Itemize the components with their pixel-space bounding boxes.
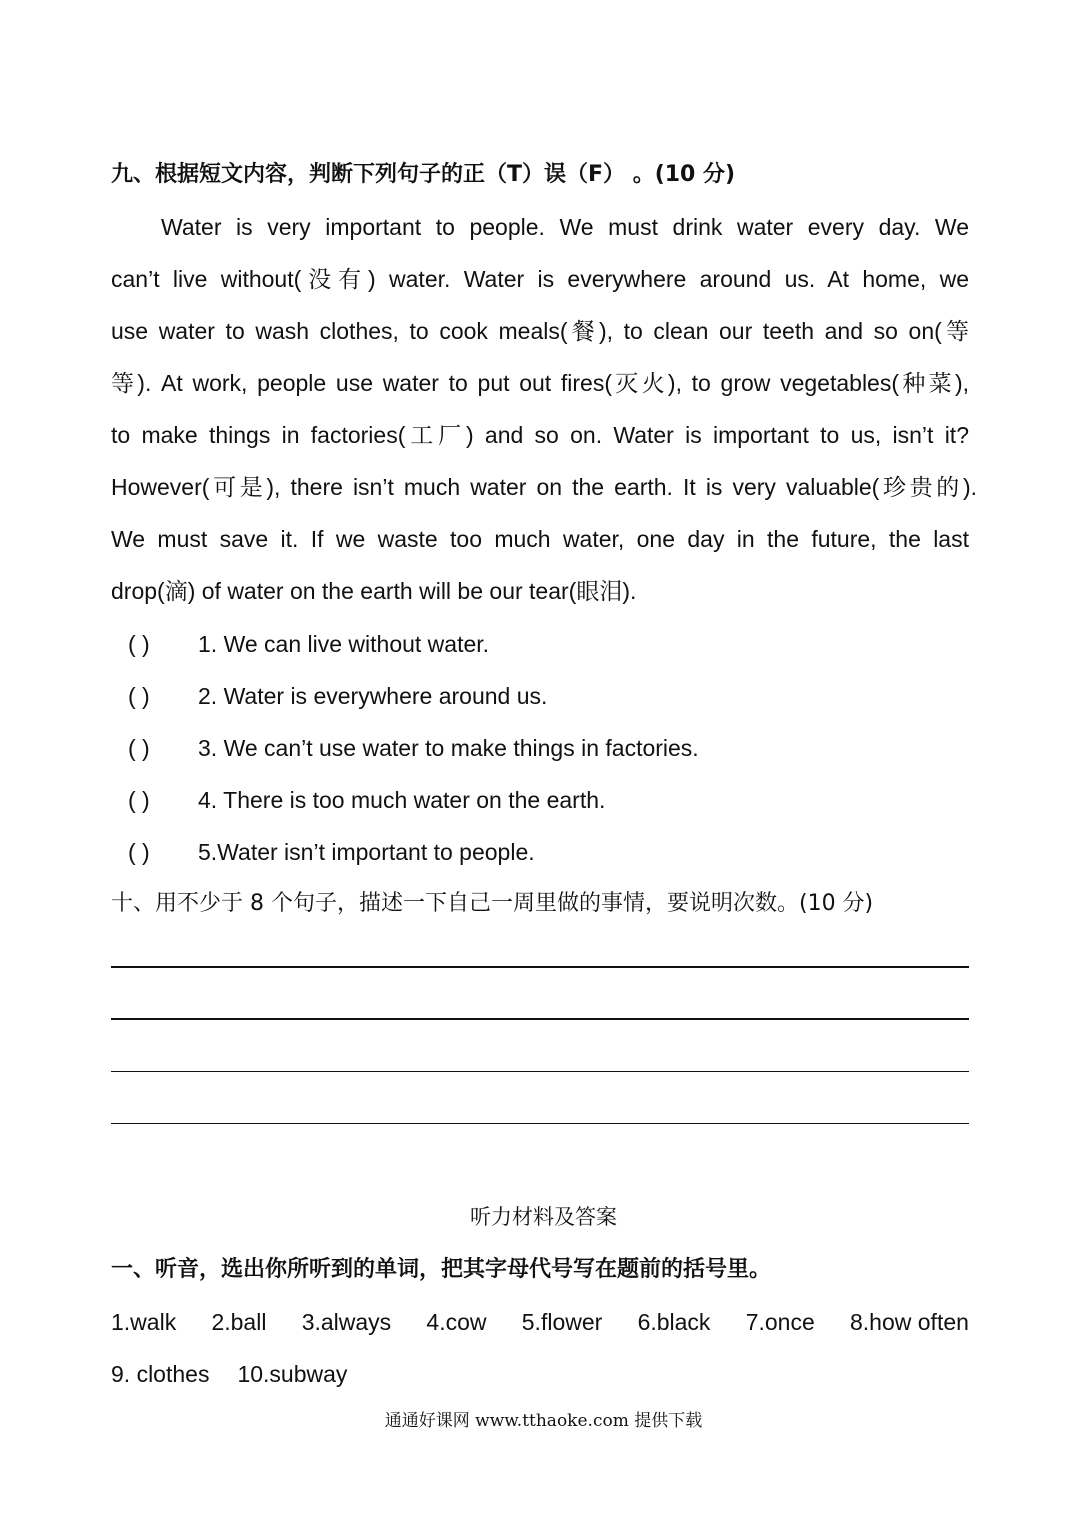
tf-item-3: [128, 733, 699, 763]
tf-item-text: 2. Water is everywhere around us.: [198, 683, 548, 709]
answer-blank[interactable]: ( ): [128, 631, 150, 657]
passage-line-8: drop(滴) of water on the earth will be our tear(眼泪).: [111, 578, 637, 604]
answers-section1-heading: 一、听音，选出你所听到的单词，把其字母代号写在题前的括号里。: [111, 1257, 772, 1282]
tf-item-text: 3. We can’t use water to make things in factories.: [198, 735, 699, 761]
section10-heading: 十、用不少于 8 个句子，描述一下自己一周里做的事情，要说明次数。(10 分): [111, 891, 874, 916]
listening-word: 8.how often: [850, 1309, 969, 1335]
listening-word: 6.black: [637, 1309, 711, 1335]
listening-word: 10.subway: [237, 1361, 348, 1387]
listening-word: 1.walk: [111, 1309, 177, 1335]
tf-item-1: [128, 629, 489, 659]
passage-line-3: use water to wash clothes, to cook meals(餐), to clean our teeth and so on(等: [111, 318, 969, 344]
listening-word: 9. clothes: [111, 1361, 210, 1387]
answer-blank[interactable]: ( ): [128, 787, 150, 813]
tf-item-text: 1. We can live without water.: [198, 631, 490, 657]
writing-line-2[interactable]: [111, 1018, 969, 1020]
listening-word: 5.flower: [521, 1309, 603, 1335]
answer-blank[interactable]: ( ): [128, 839, 150, 865]
listening-word: 3.always: [301, 1309, 392, 1335]
writing-line-1[interactable]: [111, 966, 969, 968]
listening-words-row-2: [111, 1359, 971, 1389]
tf-item-text: 4. There is too much water on the earth.: [198, 787, 606, 813]
passage-line-2: can’t live without(没有) water. Water is everywhere around us. At home, we: [111, 266, 969, 292]
footer-source: 通通好课网 www.tthaoke.com 提供下载: [384, 1411, 703, 1431]
listening-words-row-1: [111, 1307, 969, 1337]
section9-heading: 九、根据短文内容，判断下列句子的正（T）误（F） 。(10 分): [111, 162, 736, 187]
tf-item-2: [128, 681, 547, 711]
writing-line-3[interactable]: [111, 1071, 969, 1072]
answers-title: 听力材料及答案: [470, 1205, 617, 1229]
listening-word: 4.cow: [426, 1309, 487, 1335]
listening-word: 7.once: [745, 1309, 815, 1335]
passage-line-6: However(可是), there isn’t much water on the earth. It is very valuable(珍贵的).: [111, 474, 977, 500]
tf-item-5: [128, 837, 535, 867]
passage-line-7: We must save it. If we waste too much water, one day in the future, the last: [111, 526, 969, 552]
answer-blank[interactable]: ( ): [128, 735, 150, 761]
tf-item-text: 5.Water isn’t important to people.: [198, 839, 535, 865]
passage-line-5: to make things in factories(工厂) and so on. Water is important to us, isn’t it?: [111, 422, 969, 448]
listening-word: 2.ball: [211, 1309, 267, 1335]
writing-line-4[interactable]: [111, 1123, 969, 1124]
tf-item-4: [128, 785, 605, 815]
answer-blank[interactable]: ( ): [128, 683, 150, 709]
passage-line-1: Water is very important to people. We must drink water every day. We: [161, 214, 969, 240]
passage-line-4: 等). At work, people use water to put out fires(灭火), to grow vegetables(种菜),: [111, 370, 969, 396]
